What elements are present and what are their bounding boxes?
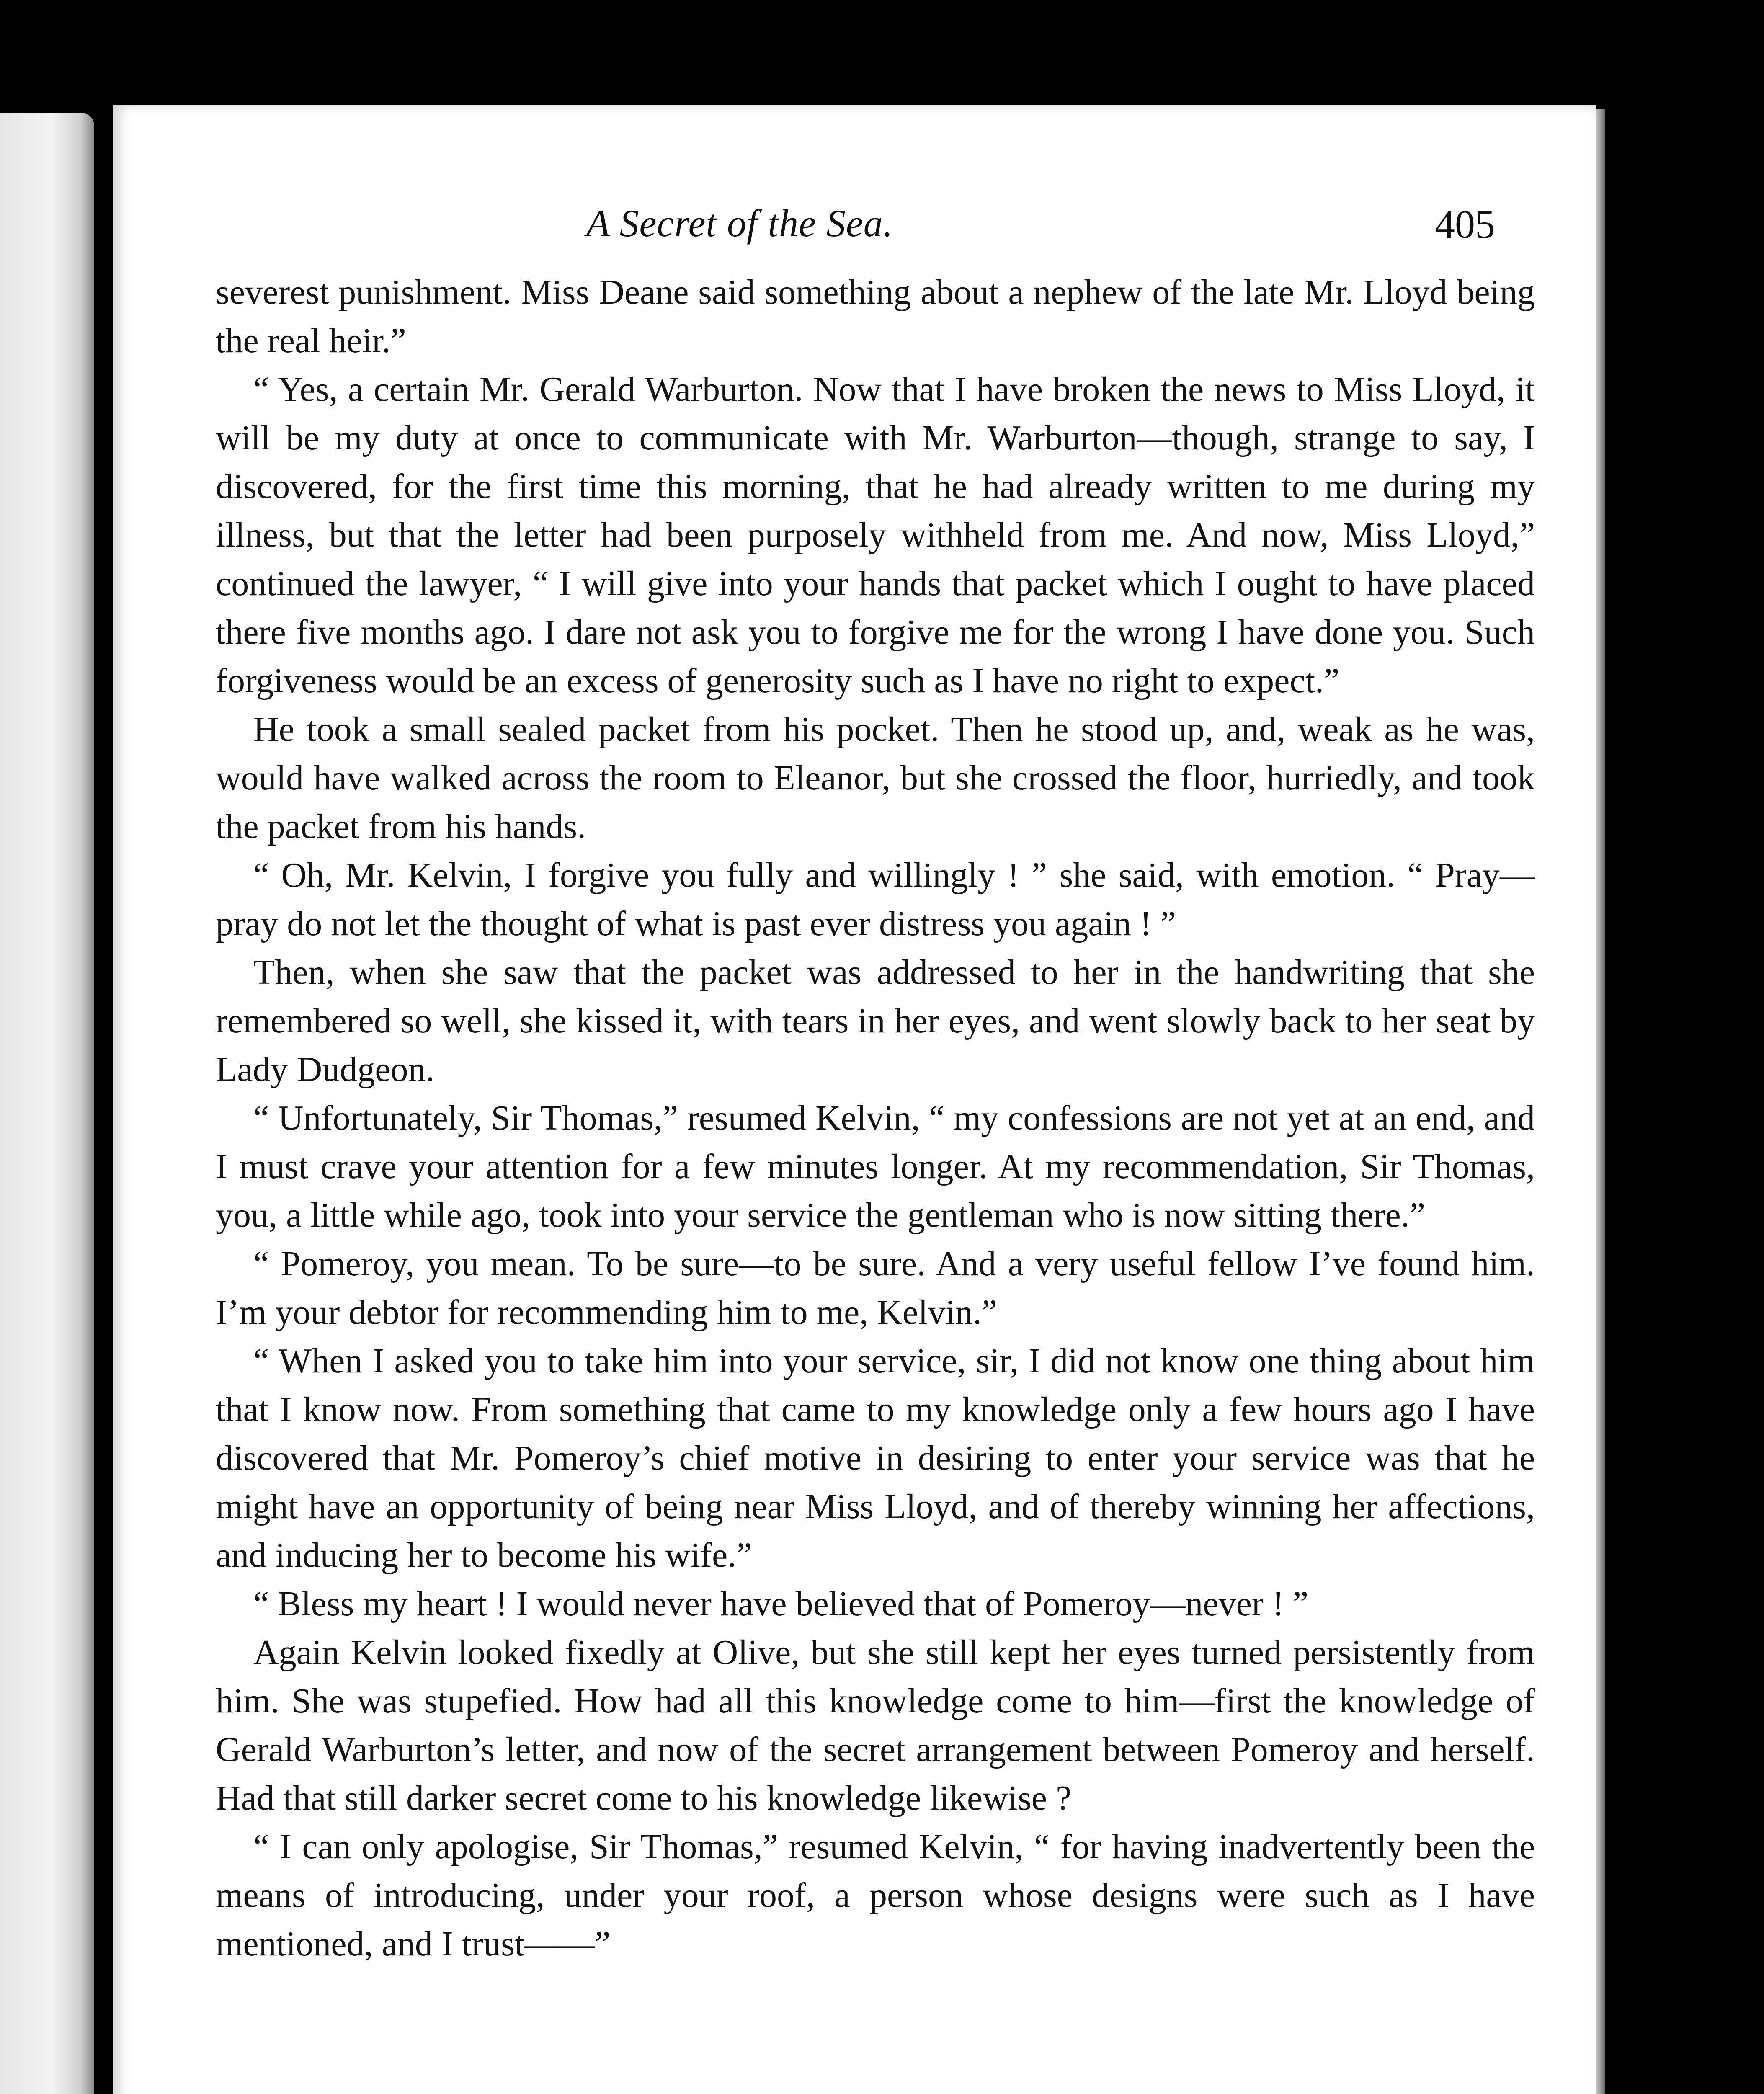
- paragraph: He took a small sealed packet from his pocket. Then he stood up, and, weak as he was, would have walked across the room to Eleanor, but she crossed the floor, hurriedly, and took the packet from his hands.: [216, 710, 1535, 846]
- paragraph: Then, when she saw that the packet was addressed to her in the handwriting that she remembered so well, she kissed it, with tears in her eyes, and went slowly back to her seat by Lady Dudgeon.: [216, 953, 1535, 1089]
- paragraph: “ Unfortunately, Sir Thomas,” resumed Kelvin, “ my confessions are not yet at an end, and I must crave your attention for a few minutes longer. At my recommendation, Sir Thomas, you, a little while ago, took into your service the gentleman who is now sitting there.”: [216, 1099, 1535, 1235]
- page-sheet: [113, 105, 1596, 2094]
- page-right-edge: [1596, 109, 1605, 2094]
- body-text: [216, 268, 1535, 1968]
- running-title: A Secret of the Sea.: [586, 202, 893, 245]
- previous-page-edge: [0, 113, 94, 2094]
- paragraph: “ When I asked you to take him into your service, sir, I did not know one thing about him that I know now. From something that came to my knowledge only a few hours ago I have discovered that Mr. Pomeroy’s chief motive in desiring to enter your service was that he might have an opportunity of being near Miss Lloyd, and of thereby winning her affections, and inducing her to become his wife.”: [216, 1341, 1535, 1575]
- paragraph: “ Bless my heart ! I would never have believed that of Pomeroy—never ! ”: [253, 1584, 1309, 1623]
- paragraph: “ I can only apologise, Sir Thomas,” resumed Kelvin, “ for having inadvertently been the means of introducing, under your roof, a person whose designs were such as I have mentioned, and I trust——”: [216, 1827, 1535, 1963]
- running-head: [113, 201, 1596, 264]
- paragraph: severest punishment. Miss Deane said something about a nephew of the late Mr. Lloyd being the real heir.”: [216, 273, 1535, 360]
- paragraph: “ Pomeroy, you mean. To be sure—to be sure. And a very useful fellow I’ve found him. I’m your debtor for recommending him to me, Kelvin.”: [216, 1244, 1535, 1332]
- paragraph: Again Kelvin looked fixedly at Olive, but she still kept her eyes turned persistently from him. She was stupefied. How had all this knowledge come to him—first the knowledge of Gerald Warburton’s letter, and now of the secret arrangement between Pomeroy and herself. Had that still darker secret come to his knowledge likewise ?: [216, 1633, 1535, 1818]
- paragraph: “ Yes, a certain Mr. Gerald Warburton. Now that I have broken the news to Miss Lloyd, it will be my duty at once to communicate with Mr. Warburton—though, strange to say, I discovered, for the first time this morning, that he had already written to me during my illness, but that the letter had been purposely withheld from me. And now, Miss Lloyd,” continued the lawyer, “ I will give into your hands that packet which I ought to have placed there five months ago. I dare not ask you to forgive me for the wrong I have done you. Such forgiveness would be an excess of generosity such as I have no right to expect.”: [216, 370, 1535, 700]
- paragraph: “ Oh, Mr. Kelvin, I forgive you fully and willingly ! ” she said, with emotion. “ Pray—pray do not let the thought of what is past ever distress you again ! ”: [216, 856, 1535, 943]
- page-number: 405: [1435, 202, 1495, 247]
